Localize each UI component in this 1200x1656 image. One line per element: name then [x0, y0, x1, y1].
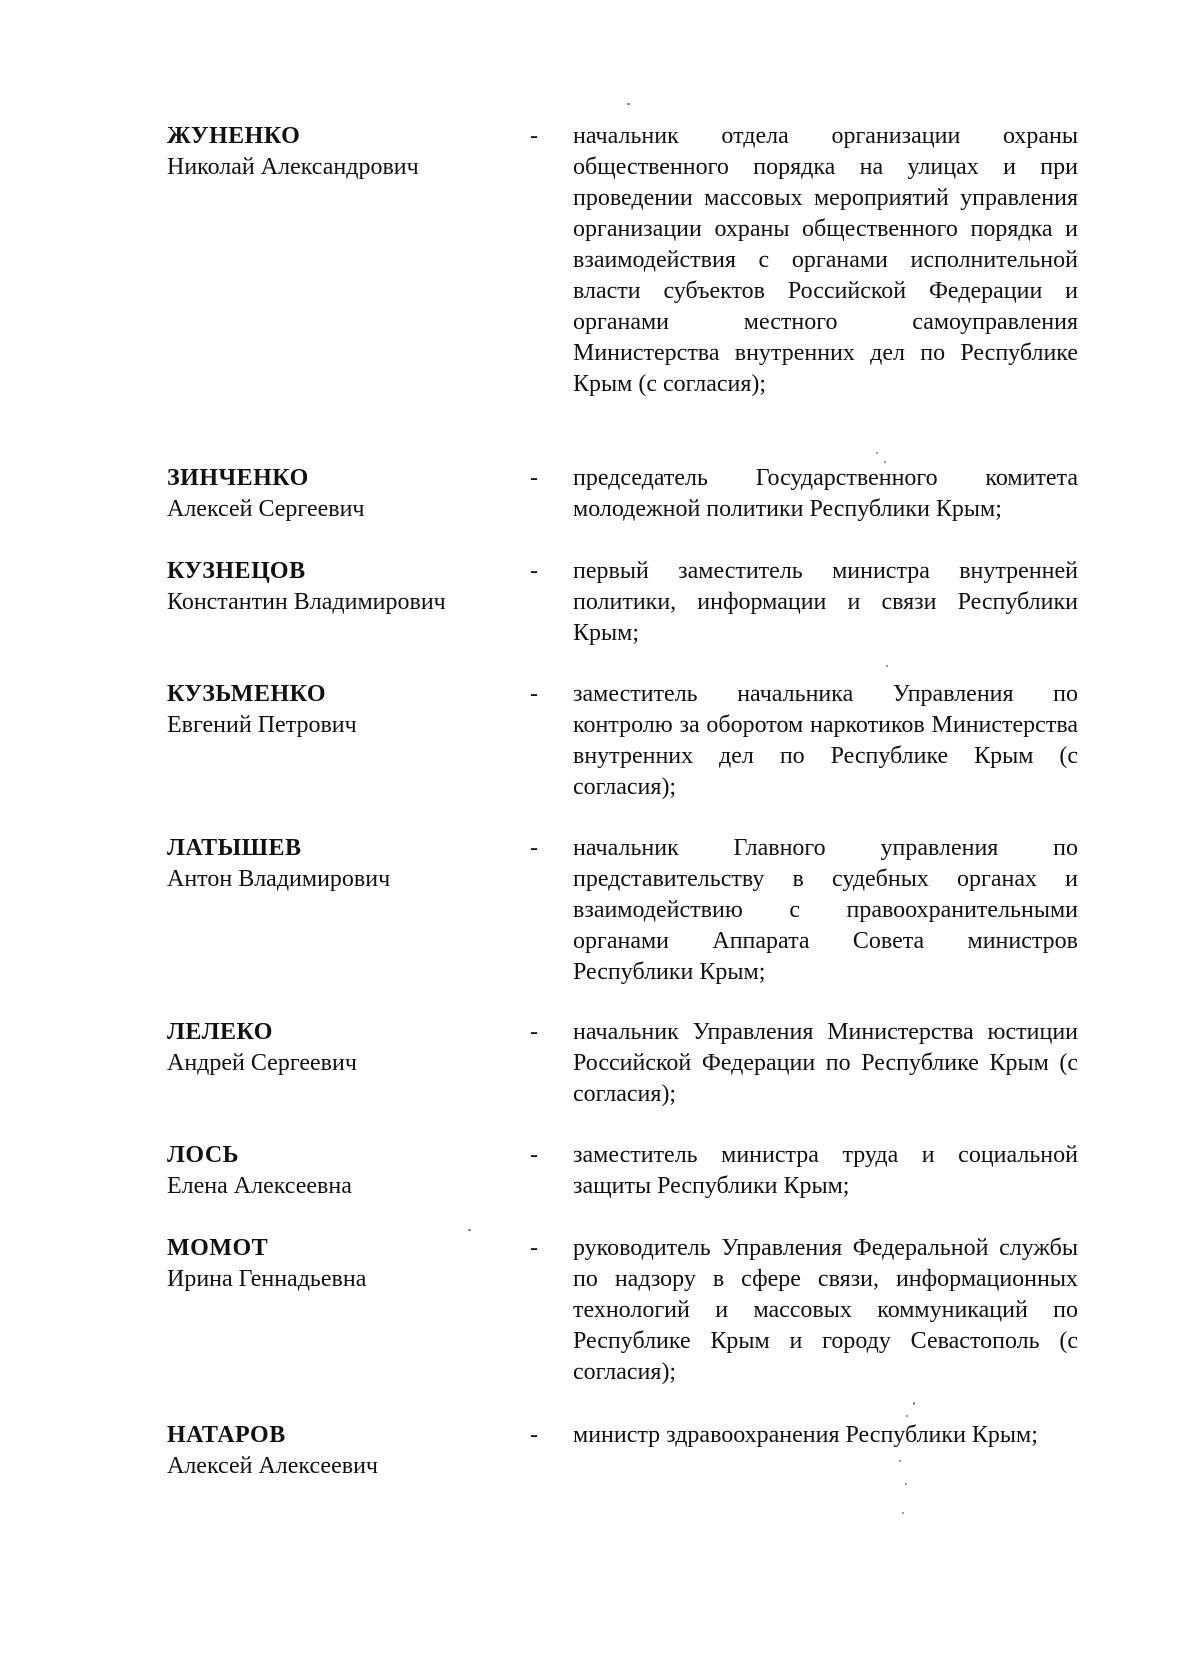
separator-dash: -	[530, 681, 538, 707]
separator-dash: -	[530, 1235, 538, 1261]
scan-speck	[886, 665, 888, 667]
member-name	[167, 1017, 507, 1079]
member-surname: МОМОТ	[167, 1235, 269, 1261]
separator-dash: -	[530, 1422, 538, 1448]
member-position: министр здравоохранения Республики Крым;	[573, 1422, 1038, 1448]
scan-speck	[627, 103, 630, 105]
member-name	[167, 1420, 507, 1482]
member-surname: ЖУНЕНКО	[167, 123, 301, 149]
member-position: заместитель начальника Управления по контролю за оборотом наркотиков Министерства внутренних дел по Республике Крым (с согласия);	[573, 681, 1078, 800]
member-position: начальник отдела организации охраны общественного порядка на улицах и при проведении массовых мероприятий управления организации охраны общественного порядка и взаимодействия с органами исполнительной власти субъектов Российской Федерации и органами местного самоуправления Министерства внутренних дел по Республике Крым (с согласия);	[573, 123, 1078, 397]
scan-speck	[905, 1483, 907, 1485]
separator-dash: -	[530, 465, 538, 491]
member-name	[167, 463, 507, 525]
member-name	[167, 679, 507, 741]
member-position: заместитель министра труда и социальной защиты Республики Крым;	[573, 1142, 1078, 1199]
member-given-name: Алексей Алексеевич	[167, 1453, 378, 1479]
member-name	[167, 1140, 507, 1202]
separator-dash: -	[530, 1142, 538, 1168]
member-surname: КУЗЬМЕНКО	[167, 681, 327, 707]
member-surname: ЛОСЬ	[167, 1142, 240, 1168]
separator-dash: -	[530, 123, 538, 149]
scan-speck	[902, 1512, 904, 1514]
separator-dash: -	[530, 1019, 538, 1045]
separator-dash: -	[530, 835, 538, 861]
member-position: председатель Государственного комитета молодежной политики Республики Крым;	[573, 465, 1078, 522]
member-surname: ЛЕЛЕКО	[167, 1019, 273, 1045]
member-surname: КУЗНЕЦОВ	[167, 558, 306, 584]
member-given-name: Евгений Петрович	[167, 712, 357, 738]
member-given-name: Николай Александрович	[167, 154, 419, 180]
member-name	[167, 1233, 507, 1295]
member-surname: ЗИНЧЕНКО	[167, 465, 309, 491]
separator-dash: -	[530, 558, 538, 584]
member-given-name: Алексей Сергеевич	[167, 496, 365, 522]
member-position: начальник Управления Министерства юстиции Российской Федерации по Республике Крым (с согласия);	[573, 1019, 1078, 1107]
member-surname: ЛАТЫШЕВ	[167, 835, 302, 861]
scan-speck	[884, 461, 886, 463]
member-given-name: Елена Алексеевна	[167, 1173, 352, 1199]
scan-speck	[906, 1415, 908, 1417]
scan-speck	[899, 1460, 901, 1462]
member-given-name: Андрей Сергеевич	[167, 1050, 357, 1076]
member-given-name: Константин Владимирович	[167, 589, 446, 615]
scan-speck	[913, 1402, 915, 1405]
scan-speck	[876, 452, 878, 454]
member-position: руководитель Управления Федеральной службы по надзору в сфере связи, информационных технологий и массовых коммуникаций по Республике Крым и городу Севастополь (с согласия);	[573, 1235, 1078, 1385]
member-name	[167, 833, 507, 895]
member-name	[167, 121, 507, 183]
member-position: начальник Главного управления по представительству в судебных органах и взаимодействию с правоохранительными органами Аппарата Совета министров Республики Крым;	[573, 835, 1078, 985]
scan-speck	[468, 1229, 471, 1231]
member-position: первый заместитель министра внутренней политики, информации и связи Республики Крым;	[573, 558, 1078, 646]
member-name	[167, 556, 507, 618]
member-surname: НАТАРОВ	[167, 1422, 286, 1448]
member-given-name: Ирина Геннадьевна	[167, 1266, 367, 1292]
member-given-name: Антон Владимирович	[167, 866, 391, 892]
